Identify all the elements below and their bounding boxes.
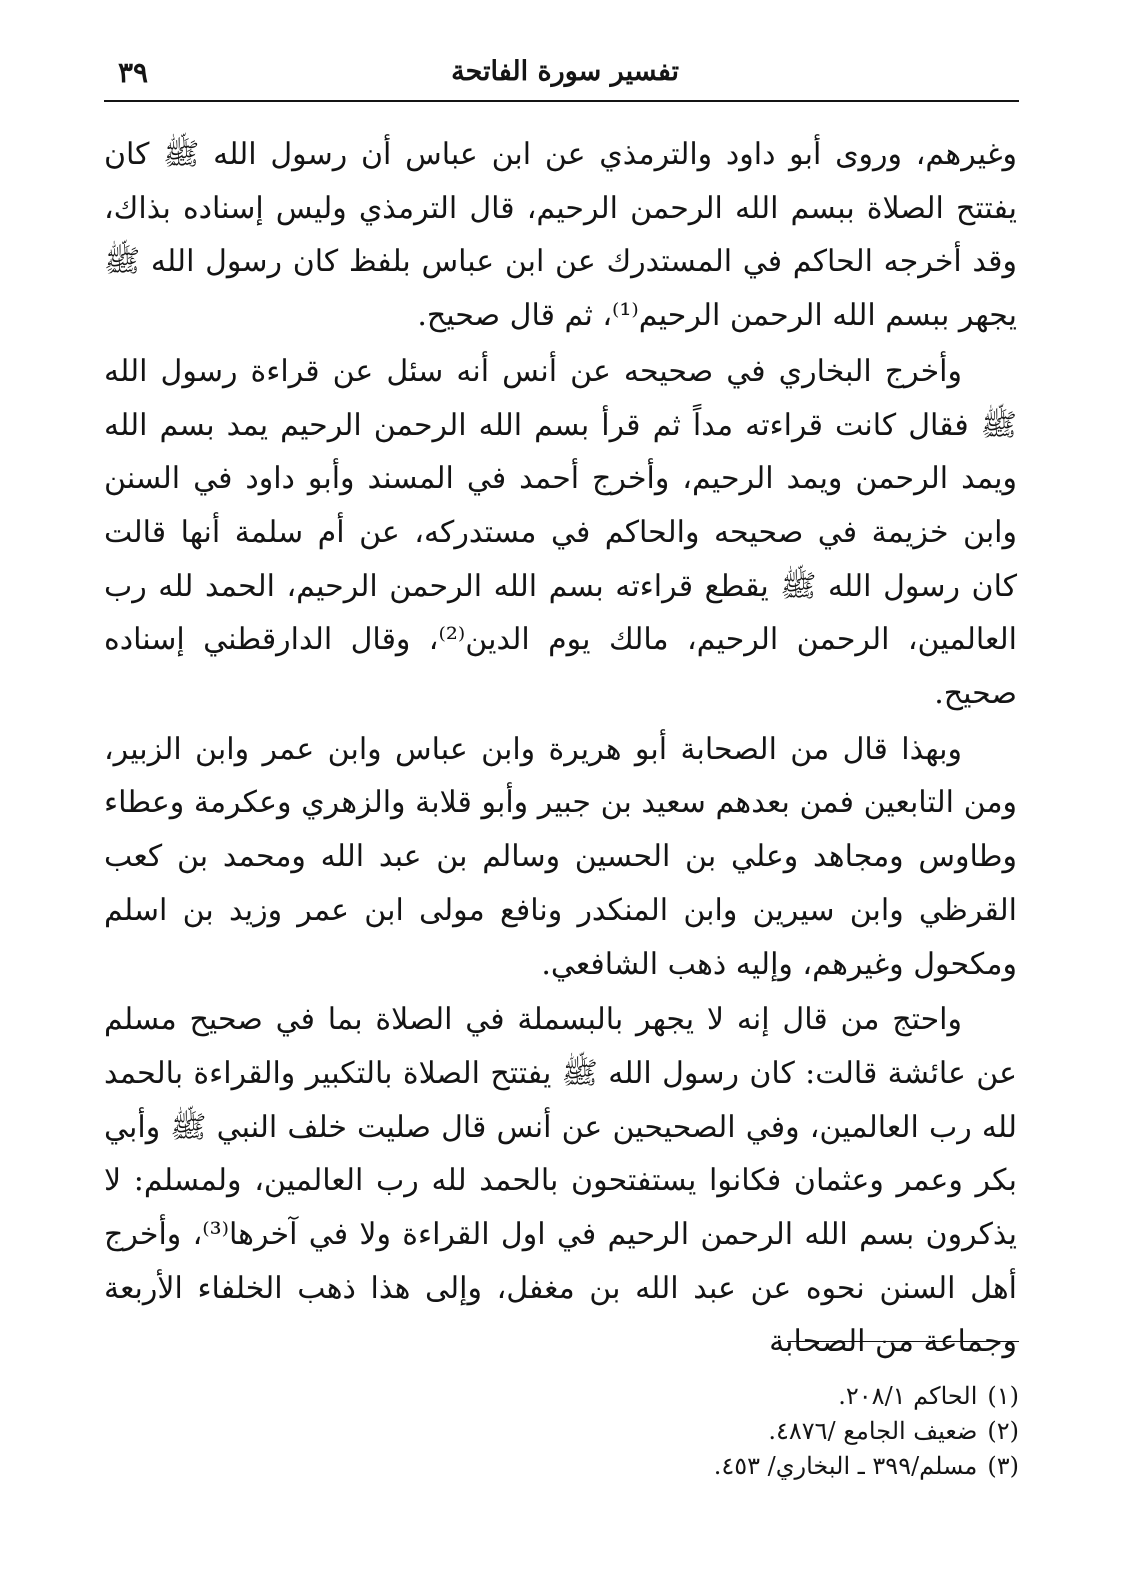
running-title: تفسير سورة الفاتحة: [451, 56, 679, 87]
footnote-text: مسلم/٣٩٩ ـ البخاري/ ٤٥٣.: [713, 1452, 978, 1480]
header-rule: [104, 100, 1019, 102]
footnote-text: الحاكم ٢٠٨/١.: [838, 1382, 978, 1410]
footnote-text: ضعيف الجامع /٤٨٧٦.: [768, 1417, 978, 1445]
page-header: [104, 50, 1019, 102]
paragraph: وغيرهم، وروى أبو داود والترمذي عن ابن عباس أن رسول الله ﷺ كان يفتتح الصلاة ببسم الله الرحمن الرحيم، قال الترمذي وليس إسناده بذاك، وقد أخرجه الحاكم في المستدرك عن ابن عباس بلفظ كان رسول الله ﷺ يجهر ببسم الله الرحمن الرحيم⁽¹⁾، ثم قال صحيح.: [104, 137, 1017, 334]
footnote: [419, 1414, 1019, 1449]
body-text: [104, 128, 1017, 1369]
footnote: [419, 1379, 1019, 1414]
footnote-number: (١): [987, 1382, 1019, 1410]
footnotes: [419, 1379, 1019, 1484]
footnote-number: (٢): [987, 1417, 1019, 1445]
paragraph: واحتج من قال إنه لا يجهر بالبسملة في الصلاة بما في صحيح مسلم عن عائشة قالت: كان رسول الله ﷺ يفتتح الصلاة بالتكبير والقراءة بالحمد لله رب العالمين، وفي الصحيحين عن أنس قال صليت خلف النبي ﷺ وأبي بكر وعمر وعثمان فكانوا يستفتحون بالحمد لله رب العالمين، ولمسلم: لا يذكرون بسم الله الرحمن الرحيم في اول القراءة ولا في آخرها⁽³⁾، وأخرج أهل السنن نحوه عن عبد الله بن مغفل، وإلى هذا ذهب الخلفاء الأربعة وجماعة من الصحابة: [104, 1002, 1018, 1360]
page-number: ٣٩: [118, 56, 149, 89]
paragraph: وأخرج البخاري في صحيحه عن أنس أنه سئل عن قراءة رسول الله ﷺ فقال كانت قراءته مداً ثم قرأ بسم الله الرحمن الرحيم يمد بسم الله ويمد الرحمن ويمد الرحيم، وأخرج أحمد في المسند وأبو داود في السنن وابن خزيمة في صحيحه والحاكم في مستدركه، عن أم سلمة أنها قالت كان رسول الله ﷺ يقطع قراءته بسم الله الرحمن الرحيم، الحمد لله رب العالمين، الرحمن الرحيم، مالك يوم الدين⁽²⁾، وقال الدارقطني إسناده صحيح.: [104, 353, 1017, 712]
footnote-number: (٣): [987, 1452, 1019, 1480]
footnote-separator: [787, 1341, 1019, 1342]
paragraph: وبهذا قال من الصحابة أبو هريرة وابن عباس وابن عمر وابن الزبير، ومن التابعين فمن بعدهم سعيد بن جبير وأبو قلابة والزهري وعكرمة وعطاء وطاوس ومجاهد وعلي بن الحسين وسالم بن عبد الله ومحمد بن كعب القرظي وابن سيرين وابن المنكدر ونافع مولى ابن عمر وزيد بن اسلم ومكحول وغيرهم، وإليه ذهب الشافعي.: [104, 731, 1017, 982]
footnote: [419, 1449, 1019, 1484]
